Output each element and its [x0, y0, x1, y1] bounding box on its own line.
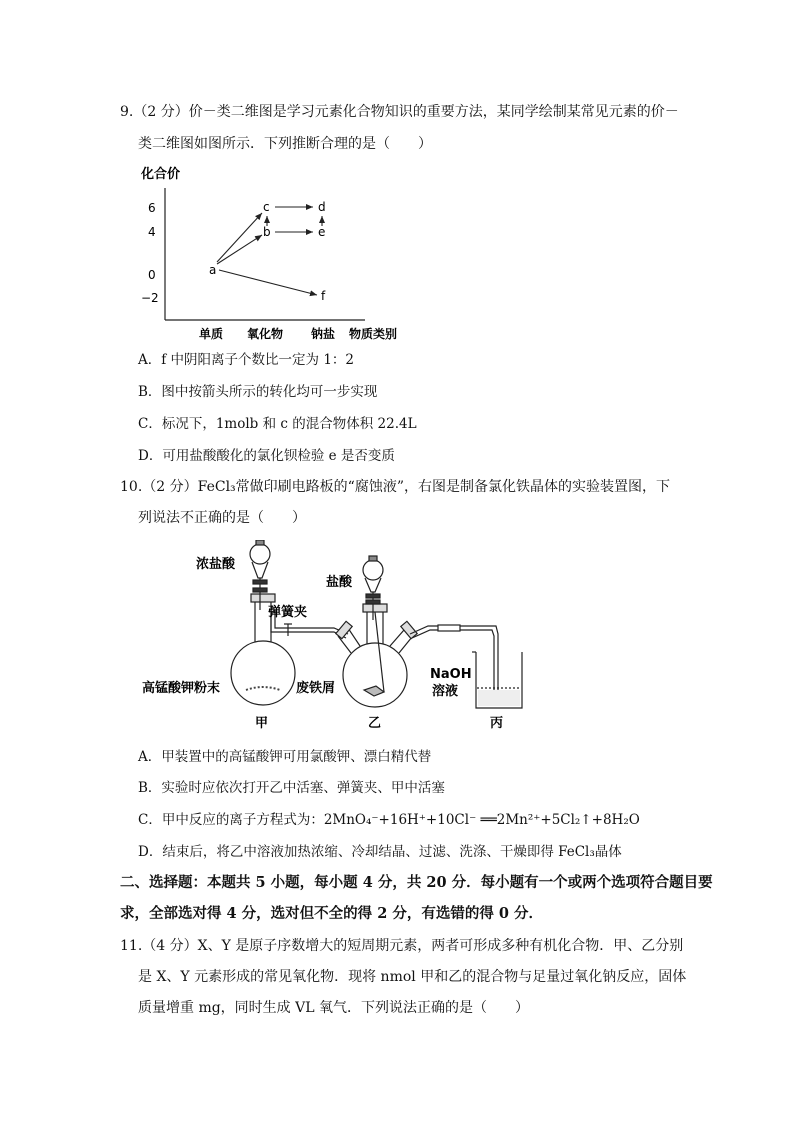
label-spring-clip: 弹簧夹	[268, 605, 308, 620]
q9-option-a: A．f 中阴阳离子个数比一定为 1：2	[138, 352, 355, 368]
spring-clip	[284, 624, 292, 636]
label-solution: 溶液	[432, 684, 459, 699]
y-tick-6: 6	[148, 201, 156, 215]
q11-stem-line2: 是 X、Y 元素形成的常见氧化物．现将 nmol 甲和乙的混合物与足量过氧化钠反应，固体	[138, 969, 687, 985]
q10-option-c: C．甲中反应的离子方程式为：2MnO₄⁻+16H⁺+10Cl⁻ ══2Mn²⁺+5Cl₂↑+8H₂O	[138, 812, 640, 828]
valence-class-diagram	[135, 158, 425, 346]
arrow-a-to-f	[219, 270, 317, 295]
point-e: e	[318, 225, 326, 239]
flask-yi	[336, 604, 417, 707]
y-axis-title: 化合价	[141, 167, 181, 182]
point-b: b	[263, 225, 271, 239]
q11-stem-line1: 11.（4 分）X、Y 是原子序数增大的短周期元素，两者可形成多种有机化合物．甲、乙分别	[120, 938, 684, 954]
q10-stem-line1: 10.（2 分）FeCl₃常做印刷电路板的“腐蚀液”，右图是制备氯化铁晶体的实验装置图，下	[120, 479, 670, 495]
q10-option-d: D．结束后，将乙中溶液加热浓缩、冷却结晶、过滤、洗涤、干燥即得 FeCl₃晶体	[138, 844, 622, 860]
q9-stem-line1: 9.（2 分）价－类二维图是学习元素化合物知识的重要方法，某同学绘制某常见元素的价－	[120, 104, 679, 120]
x-tick-element: 单质	[199, 327, 224, 341]
label-scrap-iron: 废铁屑	[296, 681, 336, 696]
fecl3-apparatus-diagram	[138, 540, 538, 740]
q10-option-a: A．甲装置中的高锰酸钾可用氯酸钾、漂白精代替	[138, 749, 432, 765]
naoh-liquid	[478, 690, 520, 706]
label-kmno4: 高锰酸钾粉末	[142, 681, 221, 696]
y-tick-4: 4	[148, 225, 156, 239]
label-naoh: NaOH	[430, 667, 472, 682]
q11-stem-line3: 质量增重 mg，同时生成 VL 氧气．下列说法正确的是（ ）	[138, 1000, 529, 1016]
q10-option-b: B．实验时应依次打开乙中活塞、弹簧夹、甲中活塞	[138, 780, 445, 796]
arrow-a-to-b	[217, 235, 262, 264]
label-conc-hcl: 浓盐酸	[196, 557, 236, 572]
arrow-a-to-c	[217, 213, 262, 262]
label-yi: 乙	[368, 716, 382, 731]
y-tick-minus2: −2	[141, 291, 159, 305]
x-axis-title: 物质类别	[349, 327, 398, 341]
q9-stem-line2: 类二维图如图所示．下列推断合理的是（ ）	[138, 136, 432, 152]
q9-option-c: C．标况下，1molb 和 c 的混合物体积 22.4L	[138, 416, 417, 432]
point-a: a	[209, 263, 217, 277]
section2-heading-line2: 求，全部选对得 4 分，选对但不全的得 2 分，有选错的得 0 分．	[120, 905, 544, 922]
point-f: f	[321, 289, 326, 303]
label-hcl: 盐酸	[326, 575, 353, 590]
label-jia: 甲	[255, 716, 269, 731]
x-tick-sodium-salt: 钠盐	[311, 327, 336, 341]
point-d: d	[318, 200, 326, 214]
q9-option-d: D．可用盐酸酸化的氯化钡检验 e 是否变质	[138, 448, 395, 464]
point-c: c	[263, 200, 270, 214]
q9-option-b: B．图中按箭头所示的转化均可一步实现	[138, 384, 378, 400]
y-tick-0: 0	[148, 268, 156, 282]
x-tick-oxide: 氧化物	[247, 327, 284, 341]
kmno4-powder	[246, 687, 280, 690]
q10-stem-line2: 列说法不正确的是（ ）	[138, 510, 306, 526]
section2-heading-line1: 二、选择题：本题共 5 小题，每小题 4 分，共 20 分．每小题有一个或两个选项符合题目要	[120, 874, 713, 891]
label-bing: 丙	[490, 716, 504, 731]
